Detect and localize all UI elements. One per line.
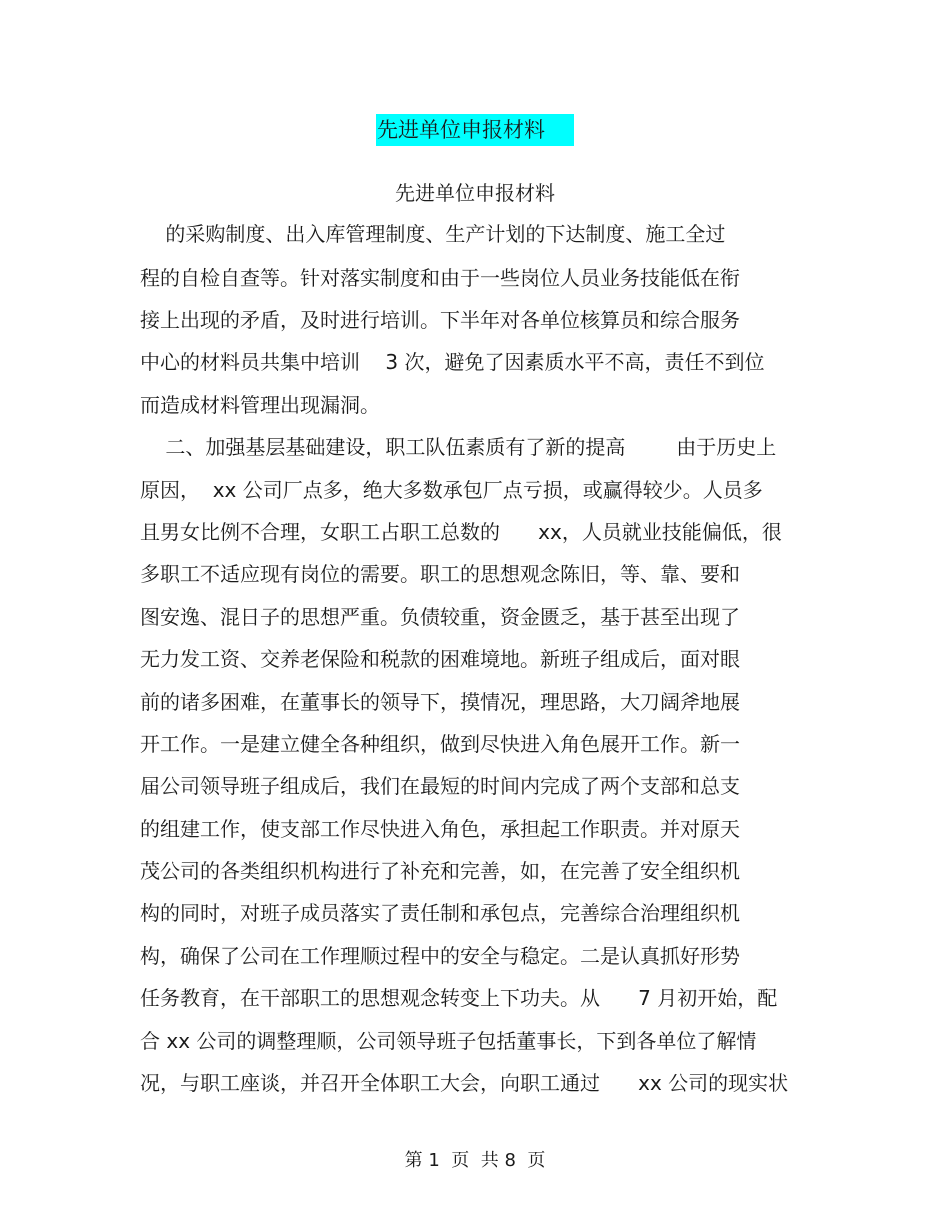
body-line: 的采购制度、出入库管理制度、生产计划的下达制度、施工全过 (140, 222, 726, 246)
body-line: 任务教育，在干部职工的思想观念转变上下功夫。从 7 月初开始，配 (140, 986, 778, 1010)
body-line: 程的自检自查等。针对落实制度和由于一些岗位人员业务技能低在衔 (140, 266, 740, 290)
page-title: 先进单位申报材料 (376, 114, 574, 146)
body-line: 二、加强基层基础建设，职工队伍素质有了新的提高 由于历史上 (140, 435, 777, 459)
body-line: 构的同时，对班子成员落实了责任制和承包点，完善综合治理组织机 (140, 901, 740, 925)
body-line: 的组建工作，使支部工作尽快进入角色，承担起工作职责。并对原天 (140, 817, 740, 841)
body-line: 构，确保了公司在工作理顺过程中的安全与稳定。二是认真抓好形势 (140, 944, 740, 968)
body-line: 前的诸多困难，在董事长的领导下，摸情况，理思路，大刀阔斧地展 (140, 690, 740, 714)
body-line: 况，与职工座谈，并召开全体职工大会，向职工通过 xx 公司的现实状 (140, 1071, 789, 1095)
page-number-footer: 第 1 页 共 8 页 (404, 1150, 546, 1171)
body-line: 且男女比例不合理，女职工占职工总数的 xx，人员就业技能偏低，很 (140, 520, 782, 544)
body-line: 茂公司的各类组织机构进行了补充和完善，如，在完善了安全组织机 (140, 859, 740, 883)
document-subtitle: 先进单位申报材料 (395, 181, 555, 205)
body-line: 多职工不适应现有岗位的需要。职工的思想观念陈旧，等、靠、要和 (140, 562, 740, 586)
body-line: 无力发工资、交养老保险和税款的困难境地。新班子组成后，面对眼 (140, 647, 740, 671)
body-line: 接上出现的矛盾，及时进行培训。下半年对各单位核算员和综合服务 (140, 308, 740, 332)
body-line: 开工作。一是建立健全各种组织，做到尽快进入角色展开工作。新一 (140, 732, 740, 756)
body-line: 图安逸、混日子的思想严重。负债较重，资金匮乏，基于甚至出现了 (140, 605, 740, 629)
body-line: 中心的材料员共集中培训 3 次，避免了因素质水平不高，责任不到位 (140, 350, 765, 374)
body-line: 而造成材料管理出现漏洞。 (140, 393, 380, 417)
body-line: 原因， xx 公司厂点多，绝大多数承包厂点亏损，或赢得较少。人员多 (140, 478, 763, 502)
body-line: 届公司领导班子组成后，我们在最短的时间内完成了两个支部和总支 (140, 774, 740, 798)
body-line: 合 xx 公司的调整理顺，公司领导班子包括董事长，下到各单位了解情 (140, 1029, 757, 1053)
